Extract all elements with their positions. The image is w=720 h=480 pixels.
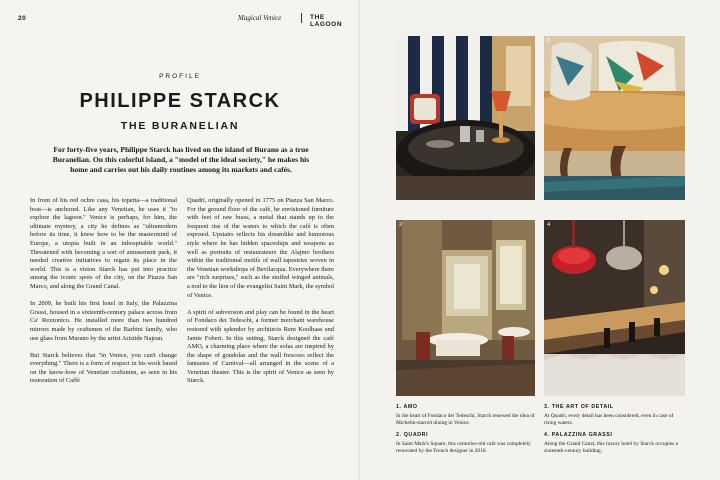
caption-text: At Quadri, every detail has been considered, even in case of rising waters.: [544, 412, 674, 426]
body-column-left: [30, 197, 177, 395]
photo-art-of-detail: [544, 36, 685, 200]
body-column-right: [187, 197, 334, 395]
photo-palazzina-grassi: [544, 220, 685, 396]
caption-palazzina-grassi: [544, 432, 686, 455]
caption-title: 4. PALAZZINA GRASSI: [544, 432, 613, 438]
photo-amo: [396, 36, 535, 200]
caption-title: 1. AMO: [396, 404, 418, 410]
body-paragraph: But Starck believes that "in Venice, you can't change everything." There is a form of respect in his work based on the know-how of Venetian craftsmen, as seen in his restoration of Caffè: [30, 351, 177, 385]
article-intro: For forty-five years, Philippe Starck has lived on the island of Burano as a true Buranelian. On this colorful island, a "model of the ideal society," he makes his home and carries out his daily routines among its markets and cafés.: [52, 145, 310, 174]
photo-number: 2: [399, 222, 403, 228]
photo-quadri-image: [396, 220, 535, 396]
right-page: [360, 0, 720, 480]
header-divider: [301, 13, 302, 23]
photo-quadri: [396, 220, 535, 396]
body-paragraph: A spirit of subversion and play can be found in the heart of Fondaco dei Tedeschi, a former merchant warehouse restored with splendor by architects Rem Koolhaas and Jamie Fobert. In this setting, Starck designed the café AMO, a charming place where the sofas are inspired by the shape of gondolas and the wall frescoes reflect the fantasies of Carnival—all arranged in the scene of a Venetian theater. This is the spirit of Venice as seen by Starck.: [187, 308, 334, 385]
article-title: PHILIPPE STARCK: [79, 90, 281, 112]
running-title: Magical Venice: [238, 14, 282, 22]
profile-label: PROFILE: [159, 73, 201, 80]
caption-title: 3. THE ART OF DETAIL: [544, 404, 614, 410]
photo-number: 1: [399, 38, 403, 44]
photo-number: 4: [547, 222, 551, 228]
running-section: THE LAGOON: [310, 14, 343, 28]
photo-palazzina-image: [544, 220, 685, 396]
page-header: [18, 12, 342, 26]
photo-amo-image: [396, 36, 535, 200]
caption-title: 2. QUADRI: [396, 432, 429, 438]
photo-number: 3: [547, 38, 551, 44]
body-paragraph: In 2009, he built his first hotel in Italy, the Palazzina Grassi, housed in a sixteenth-century palace across from Ca' Rezzonico. He installed more than two hundred mirrors made by craftsmen of the Barbini family, who use glass from Murano by the artist Aristide Najean.: [30, 300, 177, 342]
caption-text: In the heart of Fondaco dei Tedeschi, Starck renewed the idea of Michelin-starred dining in Venice.: [396, 412, 535, 426]
body-paragraph: Quadri, originally opened in 1775 on Piazza San Marco. For the ground floor of the café, he envisioned furniture with feet of raw brass, a metal that stands up to the frequent rise of the waters to which the café is often exposed. Upstairs reflects his dreamlike and humorous style where he has hidden spaceships and weapons as well as portraits of restaurateurs the Alajmo brothers within the traditional motifs of wall tapestries woven in the Venetian workshops of Bevilacqua. Everywhere there are "rich surprises," such as the stuffed winged animals, a nod to the lion of the evangelist Saint Mark, the symbol of Venice.: [187, 197, 334, 299]
caption-art-of-detail: [544, 404, 686, 427]
caption-text: Along the Grand Canal, this luxury hotel by Starck occupies a sixteenth-century building.: [544, 440, 678, 454]
page-number: 20: [18, 15, 27, 22]
body-paragraph: In front of his red ochre casa, his topetta—a traditional boat—is anchored. Like any Venetian, he uses it "to explore the lagoon." Venice is perhaps, for him, the ultimate mystery, a city he defines as "ultramodern before its time, it knew how to be the mastermind of Europe, a utopia built in an inhospitable world." Threatened with becoming a sort of amusement park, it needed creative initiatives to regain its place in the world. This is a vision Starck has put into practice among the iconic spots of the city, on the Piazza San Marco, and along the Grand Canal.: [30, 197, 177, 290]
photo-detail-image: [544, 36, 685, 200]
caption-quadri: [396, 432, 538, 455]
caption-text: In Saint Mark's Square, this centuries-old café was completely renovated by the French designer in 2018.: [396, 440, 531, 454]
caption-amo: [396, 404, 538, 427]
article-subtitle: THE BURANELIAN: [120, 120, 240, 132]
